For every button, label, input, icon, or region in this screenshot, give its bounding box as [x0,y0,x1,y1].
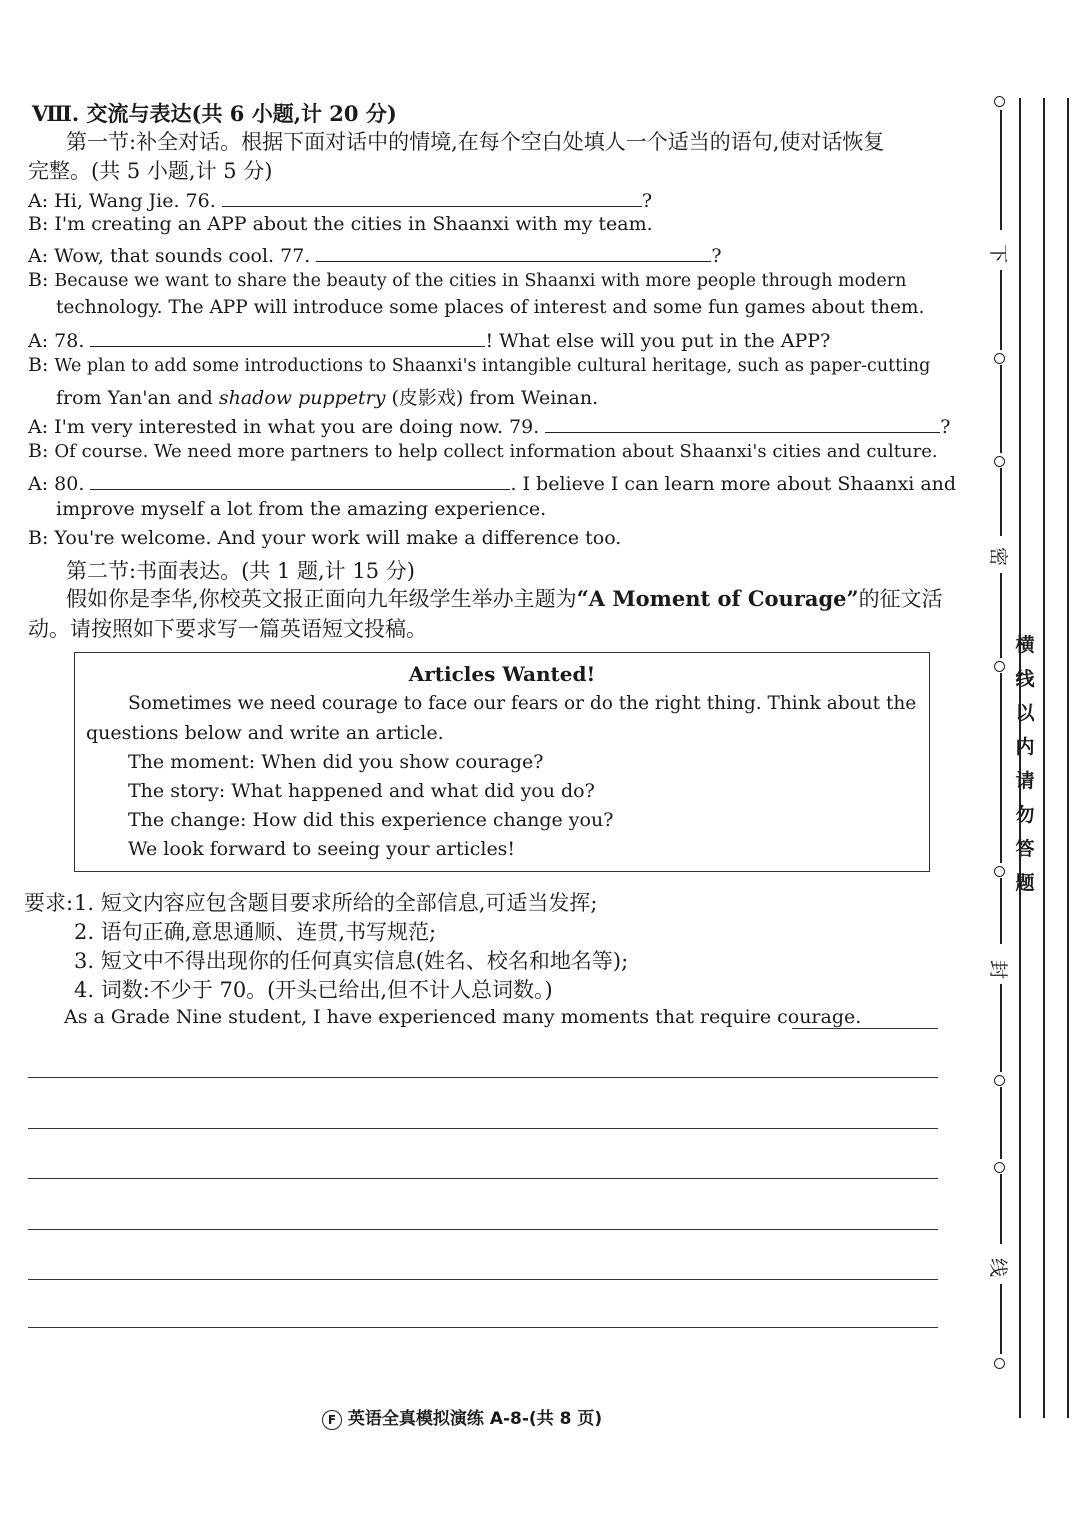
italic-term: shadow puppetry [218,387,386,409]
dialogue-continuation: technology. The APP will introduce some places of interest and some fun games about them. [56,297,925,318]
margin-circle [994,866,1005,877]
writing-line[interactable] [28,1279,938,1280]
notice-title: Articles Wanted! [408,662,596,686]
margin-seal-line [1000,1284,1002,1354]
answer-blank-76[interactable] [222,186,642,207]
part2-text: 的征文活 [858,587,943,611]
notice-body-line1: Sometimes we need courage to face our fears or do the right thing. Think about the [128,693,917,714]
margin-seal-line [1000,365,1002,453]
margin-circle [994,96,1005,107]
dialogue-line-76 [28,186,652,212]
footer [322,1404,602,1430]
margin-circle [994,1075,1005,1086]
dialogue-text: I'm creating an APP about the cities in Shaanxi with my team. [54,213,653,235]
margin-circle [994,1162,1005,1173]
requirement-item: 1. 短文内容应包含题目要求所给的全部信息,可适当发挥; [74,891,598,915]
essay-opening [64,1006,861,1028]
margin-circle [994,1358,1005,1369]
dialogue-end: ? [641,190,653,212]
dialogue-text: 80. [54,473,85,495]
answer-blank-79[interactable] [545,412,940,433]
dialogue-end: ? [711,245,722,267]
dialogue-continuation [56,383,598,410]
speaker-label: A: [28,330,49,352]
margin-seal-line [1000,573,1002,658]
margin-seal-line [1000,1087,1002,1159]
margin-warning: 横线以内请勿答题 [1015,634,1035,894]
margin-seal-line [1000,110,1002,230]
answer-blank-80[interactable] [90,469,510,490]
continuation-text: from Yan'an and [56,387,219,409]
dialogue-line-78 [28,326,830,352]
margin-seal-line [1000,468,1002,536]
continuation-text: (皮影戏) from Weinan. [385,387,599,409]
part2-line2: 动。请按照如下要求写一篇英语短文投稿。 [28,617,427,641]
writing-line[interactable] [28,1229,938,1230]
dialogue-text: Wow, that sounds cool. 77. [54,245,311,267]
dialogue-end: ? [940,416,951,438]
binding-line [1043,98,1045,1418]
part2-line1 [66,583,943,613]
part1-intro-line2: 完整。(共 5 小题,计 5 分) [28,159,273,183]
speaker-label: B: [28,527,49,549]
dialogue-end: . I believe I can learn more about Shaanxi and [510,473,957,495]
speaker-label: B: [28,269,49,291]
footer-text: 英语全真模拟演练 A-8-(共 8 页) [347,1409,603,1429]
opening-text: As a Grade Nine student, I have experienced many moments that require courage. [64,1006,862,1028]
writing-line[interactable] [28,1327,938,1328]
answer-blank-78[interactable] [90,326,485,347]
part1-intro-line1: 第一节:补全对话。根据下面对话中的情境,在每个空白处填人一个适当的语句,使对话恢复 [66,130,885,154]
notice-question: The change: How did this experience change you? [128,809,614,831]
dialogue-text: I'm very interested in what you are doing now. 79. [54,416,540,438]
writing-line[interactable] [28,1178,938,1179]
dialogue-text: Hi, Wang Jie. 76. [54,190,216,212]
margin-mark: 密 [987,546,1010,567]
essay-first-line-blank[interactable] [792,1028,938,1029]
margin-circle [994,661,1005,672]
speaker-label: A: [28,416,49,438]
dialogue-continuation: improve myself a lot from the amazing experience. [56,498,547,520]
dialogue-line-77 [28,241,722,267]
dialogue-text: 78. [54,330,85,352]
dialogue-text: Of course. We need more partners to help collect information about Shaanxi's cities and culture. [54,441,938,462]
margin-mark: 线 [987,1257,1010,1278]
dialogue-line-80 [28,469,956,495]
writing-line[interactable] [28,1128,938,1129]
dialogue-text: Because we want to share the beauty of the cities in Shaanxi with more people through modern [54,271,907,291]
dialogue-line [28,269,906,291]
speaker-label: B: [28,440,49,462]
part2-intro: 第二节:书面表达。(共 1 题,计 15 分) [66,559,415,583]
dialogue-text: You're welcome. And your work will make a difference too. [54,527,622,549]
notice-body-line2: questions below and write an article. [86,722,444,744]
dialogue-line [28,527,621,549]
publisher-logo: F [322,1410,342,1430]
part2-text: 假如你是李华,你校英文报正面向九年级学生举办主题为 [66,587,577,611]
requirement-item: 3. 短文中不得出现你的任何真实信息(姓名、校名和地名等); [74,949,629,973]
answer-blank-77[interactable] [316,241,711,262]
dialogue-text: We plan to add some introductions to Shaanxi's intangible cultural heritage, such as paper-cutting [54,356,931,376]
speaker-label: B: [28,213,49,235]
margin-seal-line [1000,1174,1002,1244]
speaker-label: B: [28,354,49,376]
speaker-label: A: [28,473,49,495]
dialogue-line [28,440,938,462]
margin-mark: 封 [987,959,1010,980]
section-title: Ⅷ. 交流与表达(共 6 小题,计 20 分) [32,101,397,126]
dialogue-line-79 [28,412,950,438]
requirement-item: 4. 词数:不少于 70。(开头已给出,但不计人总词数。) [74,978,553,1002]
dialogue-end: ! What else will you put in the APP? [485,330,831,352]
requirement-item: 2. 语句正确,意思通顺、连贯,书写规范; [74,920,437,944]
essay-topic: “A Moment of Courage” [576,586,859,611]
margin-circle [994,353,1005,364]
speaker-label: A: [28,245,49,267]
binding-line [1067,98,1069,1418]
notice-closing: We look forward to seeing your articles! [128,838,516,860]
requirements-label: 要求: [24,891,74,915]
writing-line[interactable] [28,1077,938,1078]
dialogue-line [28,213,653,235]
dialogue-line [28,354,930,376]
margin-circle [994,456,1005,467]
speaker-label: A: [28,190,49,212]
margin-mark: 下 [987,243,1010,264]
margin-seal-line [1000,270,1002,350]
margin-seal-line [1000,878,1002,944]
margin-seal-line [1000,984,1002,1072]
notice-question: The story: What happened and what did you do? [128,780,595,802]
margin-seal-line [1000,673,1002,863]
notice-question: The moment: When did you show courage? [128,751,544,773]
